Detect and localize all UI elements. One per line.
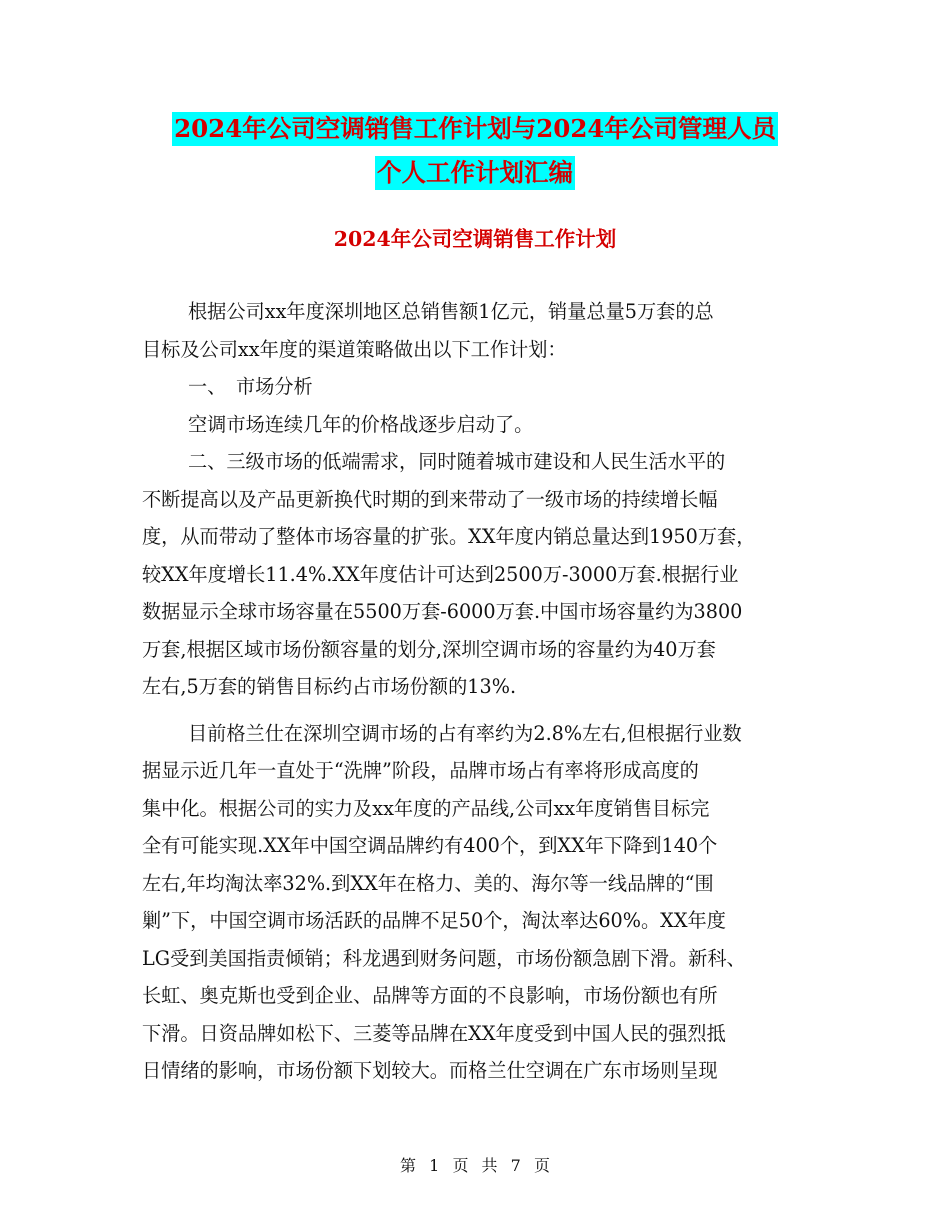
- document-title: [0, 112, 950, 190]
- text-line: 左右,年均淘汰率32%.到XX年在格力、美的、海尔等一线品牌的“围: [142, 871, 714, 895]
- text-line: 据显示近几年一直处于“洗牌”阶段，品牌市场占有率将形成高度的: [142, 759, 699, 782]
- text-line: 二、三级市场的低端需求，同时随着城市建设和人民生活水平的: [188, 450, 726, 473]
- text-line: 长虹、奥克斯也受到企业、品牌等方面的不良影响，市场份额也有所: [142, 984, 718, 1007]
- paragraph-gap: [142, 706, 808, 715]
- title-line-2: 个人工作计划汇编: [375, 156, 575, 190]
- text-line: 度，从而带动了整体市场容量的扩张。XX年度内销总量达到1950万套，: [142, 525, 756, 548]
- text-line: 目前格兰仕在深圳空调市场的占有率约为2.8%左右,但根据行业数: [188, 721, 742, 745]
- text-line: 根据公司xx年度深圳地区总销售额1亿元，销量总量5万套的总: [188, 300, 714, 323]
- text-line: 万套,根据区域市场份额容量的划分,深圳空调市场的容量约为40万套: [142, 637, 716, 661]
- section-title: 2024年公司空调销售工作计划: [333, 227, 617, 251]
- page-footer: [0, 1153, 950, 1176]
- footer-page-number: 1: [429, 1156, 440, 1175]
- text-line: 集中化。根据公司的实力及xx年度的产品线,公司xx年度销售目标完: [142, 796, 710, 820]
- footer-label-gong: 共: [481, 1156, 498, 1175]
- text-line: 日情绪的影响，市场份额下划较大。而格兰仕空调在广东市场则呈现: [142, 1059, 718, 1082]
- text-line: 较XX年度增长11.4%.XX年度估计可达到2500万-3000万套.根据行业: [142, 562, 739, 586]
- document-body: [142, 293, 808, 1090]
- text-line: 数据显示全球市场容量在5500万套-6000万套.中国市场容量约为3800: [142, 600, 743, 623]
- text-line: 一、 市场分析: [188, 375, 313, 398]
- text-line: 不断提高以及产品更新换代时期的到来带动了一级市场的持续增长幅: [142, 487, 718, 511]
- text-line: 剿”下，中国空调市场活跃的品牌不足50个，淘汰率达60%。XX年度: [142, 909, 726, 932]
- title-line-1: 2024年公司空调销售工作计划与2024年公司管理人员: [172, 112, 778, 146]
- footer-label-ye: 页: [452, 1156, 469, 1175]
- text-line: 下滑。日资品牌如松下、三菱等品牌在XX年度受到中国人民的强烈抵: [142, 1021, 726, 1045]
- text-line: 全有可能实现.XX年中国空调品牌约有400个，到XX年下降到140个: [142, 834, 718, 857]
- text-line: 目标及公司xx年度的渠道策略做出以下工作计划：: [142, 337, 567, 361]
- text-line: LG受到美国指责倾销；科龙遇到财务问题，市场份额急剧下滑。新科、: [142, 946, 746, 970]
- text-line: 左右,5万套的销售目标约占市场份额的13%.: [142, 675, 517, 698]
- footer-label-di: 第: [400, 1156, 417, 1175]
- footer-total-pages: 7: [510, 1156, 521, 1175]
- text-line: 空调市场连续几年的价格战逐步启动了。: [188, 412, 534, 436]
- footer-label-ye-2: 页: [533, 1156, 550, 1175]
